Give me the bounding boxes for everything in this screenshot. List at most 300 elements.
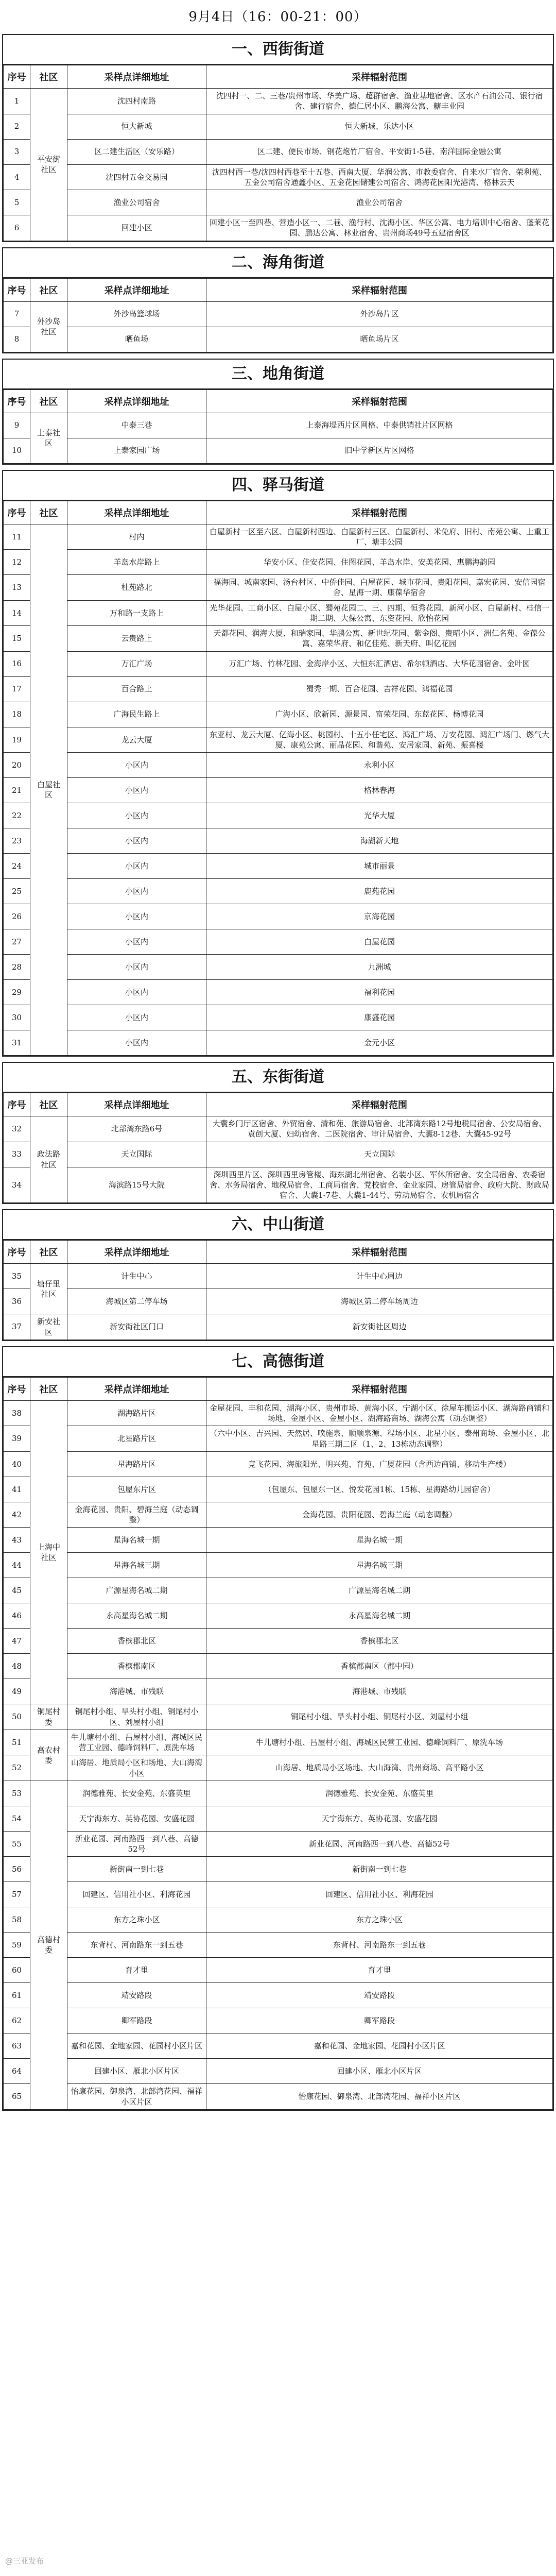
table-row <box>4 2059 553 2084</box>
range-cell: 海城区第二停车场周边 <box>206 1289 553 1314</box>
table-row <box>4 1730 553 1755</box>
location-cell: 小区内 <box>67 955 206 980</box>
row-number: 54 <box>4 1806 30 1831</box>
location-cell: 回建小区 <box>67 215 206 241</box>
row-number: 64 <box>4 2059 30 2084</box>
row-number: 12 <box>4 550 30 575</box>
location-cell: 育才里 <box>67 1958 206 1983</box>
row-number: 34 <box>4 1167 30 1203</box>
location-cell: 计生中心 <box>67 1264 206 1289</box>
location-cell: 星海路片区 <box>67 1451 206 1477</box>
range-cell: 福海园、城南家园、汤台村区、中侨佳园、白屋花园、城市花园、贵阳花园、嘉宏花园、安信园宿舍、星海一期、康葆华宿舍 <box>206 575 553 601</box>
range-cell: 光华花园、工商小区、白屋小区、蜀苑花园二、三、四期、恒秀花园、新河小区、白屋新村、桂信一期二期、大保公寓、东资花园、欣怡花园 <box>206 600 553 626</box>
row-number: 48 <box>4 1654 30 1679</box>
row-number: 27 <box>4 929 30 955</box>
row-number: 45 <box>4 1578 30 1603</box>
header-community: 社区 <box>30 389 67 413</box>
section-block <box>2 1062 554 1204</box>
watermark: @三亚发布 <box>5 2556 44 2566</box>
table-row <box>4 676 553 702</box>
range-cell: 润德雅苑、长安金苑、东盛英里 <box>206 1781 553 1806</box>
header-row <box>4 389 553 413</box>
location-cell: 新安街社区门口 <box>67 1314 206 1340</box>
row-number: 14 <box>4 600 30 626</box>
section-title: 五、东街街道 <box>3 1063 553 1093</box>
location-cell: 天立国际 <box>67 1142 206 1167</box>
header-row <box>4 501 553 524</box>
table-row <box>4 2008 553 2033</box>
table-row <box>4 651 553 676</box>
location-cell: 小区内 <box>67 879 206 904</box>
range-cell: 沈四村一、二、三巷/贵州市场、华美广场、超群宿舍、渔业基地宿舍、区水产石油公司、银行宿舍、建行宿舍、德仁居小区、鹏海公寓、糖丰业园 <box>206 89 553 114</box>
location-cell: 沈四村南路 <box>67 89 206 114</box>
range-cell: 回建小区一至四巷、营造小区一、二巷、渔行村、沈海小区、华区公寓、电力培训中心宿舍、蓬莱花园、鹏达公寓、林业宿舍、贵州商场49号五建宿舍区 <box>206 215 553 241</box>
table-row <box>4 1781 553 1806</box>
table-row <box>4 2084 553 2110</box>
header-location: 采样点详细地址 <box>67 1377 206 1400</box>
location-cell: 星海名城三期 <box>67 1553 206 1578</box>
table-row <box>4 904 553 929</box>
location-cell: 小区内 <box>67 854 206 879</box>
table-row <box>4 215 553 241</box>
table-row <box>4 89 553 114</box>
range-cell: 永利小区 <box>206 753 553 778</box>
community-cell: 政法路社区 <box>30 1116 67 1203</box>
range-cell: 广海小区、欣新园、源景园、富荣花园、东蓝花园、杨博花园 <box>206 702 553 727</box>
range-cell: 金屋花园、丰和花园、湖海小区、贵州市场、黄海小区、宁湖小区、徐屋车搬运小区、湖海路商铺和场地、金屋小区、金屋小区、湖海路商场、湖海公寓（动态调整） <box>206 1400 553 1426</box>
table-row <box>4 1314 553 1340</box>
range-cell: （六中小区、吉兴园、天然居、喷施泉、顺顺泉源、程场小区、北星小区、泰州商场、金屋小区、北星路三期二区（1、2、13栋动态调整） <box>206 1426 553 1452</box>
section-block <box>2 1346 554 2111</box>
row-number: 43 <box>4 1528 30 1553</box>
range-cell: 上泰海堤西片区网格、中泰供销社片区网格 <box>206 413 553 438</box>
range-cell: 恒大新城、乐达小区 <box>206 114 553 139</box>
range-cell: 光华大厦 <box>206 803 553 828</box>
header-range: 采样辐射范围 <box>206 278 553 301</box>
row-number: 8 <box>4 327 30 352</box>
row-number: 47 <box>4 1629 30 1654</box>
row-number: 39 <box>4 1426 30 1452</box>
location-cell: 海滨路15号大院 <box>67 1167 206 1203</box>
section-block <box>2 247 554 353</box>
location-cell: 香槟郡南区 <box>67 1654 206 1679</box>
header-row <box>4 1377 553 1400</box>
table-row <box>4 1704 553 1730</box>
table-row <box>4 879 553 904</box>
location-cell: 新业花园、河南路西一到八巷、高德52号 <box>67 1831 206 1857</box>
location-cell: 星海名城一期 <box>67 1528 206 1553</box>
row-number: 18 <box>4 702 30 727</box>
header-community: 社区 <box>30 1377 67 1400</box>
row-number: 4 <box>4 164 30 190</box>
range-cell: 永高星海名城二期 <box>206 1603 553 1629</box>
range-cell: 晒鱼场片区 <box>206 327 553 352</box>
table-row <box>4 929 553 955</box>
location-cell: 湖海路片区 <box>67 1400 206 1426</box>
table-row <box>4 828 553 854</box>
range-cell: 嘉和花园、金地家园、花园村小区片区 <box>206 2033 553 2059</box>
range-cell: 沈四村西一巷/沈四村西巷至十五巷、西南大厦、华润公寓、市教委宿舍、自来水厂宿舍、荣利苑、五金公司宿舍通鑫小区、五金花园储建公司宿舍、鸿海花园阳光港湾、格林云天 <box>206 164 553 190</box>
range-cell: 海港城、市残联 <box>206 1679 553 1704</box>
range-cell: 蜀秀一期、百合花园、吉祥花园、鸿福花园 <box>206 676 553 702</box>
row-number: 7 <box>4 301 30 327</box>
range-cell: 新业花园、河南路西一到八巷、高德52号 <box>206 1831 553 1857</box>
table-row <box>4 1907 553 1933</box>
sampling-table <box>3 278 553 352</box>
document-title: 9月4日（16：00-21：00） <box>188 9 368 25</box>
row-number: 57 <box>4 1882 30 1907</box>
table-row <box>4 550 553 575</box>
row-number: 24 <box>4 854 30 879</box>
range-cell: 广源星海名城二期 <box>206 1578 553 1603</box>
section-title: 四、驿马街道 <box>3 471 553 501</box>
row-number: 13 <box>4 575 30 601</box>
community-cell: 高德村委 <box>30 1781 67 2109</box>
row-number: 35 <box>4 1264 30 1289</box>
location-cell: 万汇广场 <box>67 651 206 676</box>
row-number: 41 <box>4 1477 30 1502</box>
range-cell: 康盛花园 <box>206 1005 553 1030</box>
sampling-table <box>3 65 553 241</box>
table-row <box>4 1400 553 1426</box>
row-number: 30 <box>4 1005 30 1030</box>
location-cell: 龙云大厦 <box>67 727 206 753</box>
location-cell: 回建区、信用社小区、利海花园 <box>67 1882 206 1907</box>
row-number: 5 <box>4 190 30 215</box>
location-cell: 晒鱼场 <box>67 327 206 352</box>
row-number: 53 <box>4 1781 30 1806</box>
row-number: 33 <box>4 1142 30 1167</box>
row-number: 31 <box>4 1030 30 1056</box>
location-cell: 润德雅苑、长安金苑、东盛英里 <box>67 1781 206 1806</box>
range-cell: 大囊乡门厅区宿舍、外贸宿舍、清和苑、旅游局宿舍、北部湾东路12号地税局宿舍、公安局宿舍、袁创大厦、妇幼宿舍、二医院宿舍、审计局宿舍、大囊8-12巷、大囊45-92号 <box>206 1116 553 1142</box>
row-number: 15 <box>4 626 30 652</box>
section-title: 七、高德街道 <box>3 1347 553 1377</box>
section-block <box>2 470 554 1057</box>
location-cell: 新街南一到七巷 <box>67 1857 206 1882</box>
location-cell: 小区内 <box>67 904 206 929</box>
table-row <box>4 164 553 190</box>
header-community: 社区 <box>30 1093 67 1116</box>
location-cell: 小区内 <box>67 1005 206 1030</box>
location-cell: 上泰家园广场 <box>67 438 206 463</box>
row-number: 20 <box>4 753 30 778</box>
community-cell: 塘仔里社区 <box>30 1264 67 1314</box>
range-cell: 天宁海东方、英协花园、安盛花园 <box>206 1806 553 1831</box>
range-cell: 九洲城 <box>206 955 553 980</box>
row-number: 21 <box>4 778 30 803</box>
row-number: 16 <box>4 651 30 676</box>
range-cell: 城市丽景 <box>206 854 553 879</box>
location-cell: 北部湾东路6号 <box>67 1116 206 1142</box>
range-cell: 计生中心周边 <box>206 1264 553 1289</box>
row-number: 25 <box>4 879 30 904</box>
header-range: 采样辐射范围 <box>206 1093 553 1116</box>
table-row <box>4 190 553 215</box>
location-cell: 小区内 <box>67 803 206 828</box>
table-row <box>4 1629 553 1654</box>
table-row <box>4 301 553 327</box>
table-row <box>4 1806 553 1831</box>
table-row <box>4 1654 553 1679</box>
table-row <box>4 854 553 879</box>
range-cell: 京海花园 <box>206 904 553 929</box>
location-cell: 小区内 <box>67 828 206 854</box>
row-number: 42 <box>4 1502 30 1528</box>
table-row <box>4 980 553 1005</box>
row-number: 19 <box>4 727 30 753</box>
range-cell: 渔业公司宿舍 <box>206 190 553 215</box>
range-cell: 金元小区 <box>206 1030 553 1056</box>
row-number: 36 <box>4 1289 30 1314</box>
location-cell: 回建小区、雁北小区片区 <box>67 2059 206 2084</box>
table-row <box>4 626 553 652</box>
table-row <box>4 1755 553 1781</box>
table-row <box>4 1983 553 2008</box>
location-cell: 东背村、河南路东一到五巷 <box>67 1933 206 1958</box>
table-row <box>4 438 553 463</box>
location-cell: 海港城、市残联 <box>67 1679 206 1704</box>
row-number: 32 <box>4 1116 30 1142</box>
range-cell: 竞飞花园、海旅阳光、明兴苑、育苑、广厦花园（含西边商铺、移动生产楼） <box>206 1451 553 1477</box>
row-number: 38 <box>4 1400 30 1426</box>
range-cell: 鹿苑花园 <box>206 879 553 904</box>
location-cell: 金海花园、贵阳、碧海兰庭（动态调整） <box>67 1502 206 1528</box>
table-row <box>4 778 553 803</box>
header-range: 采样辐射范围 <box>206 65 553 89</box>
location-cell: 区二建生活区（安乐路） <box>67 139 206 164</box>
location-cell: 沈四村五金交易园 <box>67 164 206 190</box>
table-row <box>4 955 553 980</box>
row-number: 10 <box>4 438 30 463</box>
row-number: 60 <box>4 1958 30 1983</box>
location-cell: 卿军路段 <box>67 2008 206 2033</box>
location-cell: 万和路一支路上 <box>67 600 206 626</box>
range-cell: 区二建、便民市场、钢花炮竹厂宿舍、平安街1-5巷、南洋国际金融公寓 <box>206 139 553 164</box>
location-cell: 牛儿塘村小组、吕屋村小组、海城区民营工业园、德峰饲料厂、原洗车场 <box>67 1730 206 1755</box>
sections-container <box>0 34 556 2116</box>
header-no: 序号 <box>4 278 30 301</box>
table-row <box>4 753 553 778</box>
header-location: 采样点详细地址 <box>67 65 206 89</box>
range-cell: 山海居、地质局小区场地、大山海湾、贵州商场、高平路小区 <box>206 1755 553 1781</box>
sampling-table <box>3 501 553 1056</box>
table-row <box>4 1264 553 1289</box>
table-row <box>4 1831 553 1857</box>
location-cell: 山海居、地质局小区和场地、大山海湾小区 <box>67 1755 206 1781</box>
sampling-table <box>3 1240 553 1340</box>
table-row <box>4 1933 553 1958</box>
range-cell: 白屋新村一区至六区、白屋新村西边、白屋新村三区、白屋新村、米免府、旧村、南苑公寓、上重工厂、塘丰公园 <box>206 524 553 550</box>
location-cell: 香槟郡北区 <box>67 1629 206 1654</box>
location-cell: 小区内 <box>67 753 206 778</box>
header-no: 序号 <box>4 389 30 413</box>
sampling-table <box>3 1377 553 2110</box>
location-cell: 中泰三巷 <box>67 413 206 438</box>
community-cell: 高农村委 <box>30 1730 67 1781</box>
table-row <box>4 1857 553 1882</box>
header-community: 社区 <box>30 278 67 301</box>
table-row <box>4 1167 553 1203</box>
sampling-table <box>3 1093 553 1203</box>
row-number: 40 <box>4 1451 30 1477</box>
range-cell: 格林春海 <box>206 778 553 803</box>
table-row <box>4 1578 553 1603</box>
community-cell: 上海中社区 <box>30 1400 67 1704</box>
location-cell: 包屋东片区 <box>67 1477 206 1502</box>
table-row <box>4 139 553 164</box>
range-cell: 回建小区、雁北小区片区 <box>206 2059 553 2084</box>
row-number: 26 <box>4 904 30 929</box>
table-row <box>4 1289 553 1314</box>
location-cell: 村内 <box>67 524 206 550</box>
table-row <box>4 803 553 828</box>
row-number: 37 <box>4 1314 30 1340</box>
row-number: 61 <box>4 1983 30 2008</box>
section-title: 三、地角街道 <box>3 360 553 389</box>
table-row <box>4 114 553 139</box>
range-cell: 新安街社区周边 <box>206 1314 553 1340</box>
row-number: 50 <box>4 1704 30 1730</box>
table-row <box>4 1882 553 1907</box>
row-number: 29 <box>4 980 30 1005</box>
range-cell: 华安小区、佳安花园、住图花园、羊岛水岸、安美花园、惠鹏海韵园 <box>206 550 553 575</box>
row-number: 2 <box>4 114 30 139</box>
header-row <box>4 278 553 301</box>
header-no: 序号 <box>4 65 30 89</box>
range-cell: 东亚村、龙云大厦、亿海小区、桃园村、十五小任宅区、鸿汇广场、万安花园、鸿汇广场门、燃气大厦、康苑公寓、丽晶花园、和谐苑、安居家园、新苑、振喜楼 <box>206 727 553 753</box>
row-number: 22 <box>4 803 30 828</box>
location-cell: 羊岛水岸路上 <box>67 550 206 575</box>
location-cell: 小区内 <box>67 929 206 955</box>
section-block <box>2 34 554 242</box>
row-number: 56 <box>4 1857 30 1882</box>
range-cell: 金海花园、贵阳花园、碧海兰庭（动态调整） <box>206 1502 553 1528</box>
location-cell: 永高星海名城二期 <box>67 1603 206 1629</box>
header-location: 采样点详细地址 <box>67 389 206 413</box>
range-cell: 白屋花园 <box>206 929 553 955</box>
range-cell: 牛儿塘村小组、吕屋村小组、海城区民营工业园、德峰饲料厂、原洗车场 <box>206 1730 553 1755</box>
table-row <box>4 1030 553 1056</box>
table-row <box>4 524 553 550</box>
row-number: 44 <box>4 1553 30 1578</box>
range-cell: 东背村、河南路东一到五巷 <box>206 1933 553 1958</box>
section-block <box>2 1209 554 1341</box>
row-number: 11 <box>4 524 30 550</box>
table-row <box>4 600 553 626</box>
table-row <box>4 413 553 438</box>
table-row <box>4 1679 553 1704</box>
header-range: 采样辐射范围 <box>206 501 553 524</box>
location-cell: 小区内 <box>67 980 206 1005</box>
range-cell: 万汇广场、竹林花园、金海岸小区、大恒东汇酒店、希尔顿酒店、大华花园宿舍、金叶园 <box>206 651 553 676</box>
range-cell: 深圳西里片区、深圳西里房管楼、海东湖北州宿舍、名装小区、军休所宿舍、安全局宿舍、农委宿舍、水务局宿舍、地税局宿舍、工商局宿舍、党校宿舍、金业家园、房管局宿舍、政府大院、财政局宿舍、大囊1-7巷、大囊1-44号、劳动局宿舍、农机局宿舍 <box>206 1167 553 1203</box>
table-row <box>4 1142 553 1167</box>
location-cell: 东方之珠小区 <box>67 1907 206 1933</box>
range-cell: 铜尾村小组、旱头村小组、铜尾村小区、刘屋村小组 <box>206 1704 553 1730</box>
location-cell: 嘉和花园、金地家园、花园村小区片区 <box>67 2033 206 2059</box>
location-cell: 云贵路上 <box>67 626 206 652</box>
range-cell: 天都花园、润海大厦、和瑞家园、华鹏公寓、新世纪花园、紫金阁、贵晴小区、洲仁名苑、金葆公寓、嘉荣华府、和亿佳苑、新天府、叫亿花园 <box>206 626 553 652</box>
location-cell: 恒大新城 <box>67 114 206 139</box>
community-cell: 白屋社区 <box>30 524 67 1056</box>
table-row <box>4 727 553 753</box>
table-row <box>4 1528 553 1553</box>
header-range: 采样辐射范围 <box>206 1377 553 1400</box>
table-row <box>4 1005 553 1030</box>
header-range: 采样辐射范围 <box>206 389 553 413</box>
range-cell: （包屋东、包屋东一区、悦发花园1栋、15栋、星海路幼儿园宿舍） <box>206 1477 553 1502</box>
range-cell: 育才里 <box>206 1958 553 1983</box>
location-cell: 小区内 <box>67 778 206 803</box>
community-cell: 上泰社区 <box>30 413 67 463</box>
table-row <box>4 575 553 601</box>
header-location: 采样点详细地址 <box>67 501 206 524</box>
section-block <box>2 359 554 465</box>
header-row <box>4 65 553 89</box>
location-cell: 百合路上 <box>67 676 206 702</box>
row-number: 62 <box>4 2008 30 2033</box>
location-cell: 渔业公司宿舍 <box>67 190 206 215</box>
range-cell: 海湖新天地 <box>206 828 553 854</box>
location-cell: 广源星海名城二期 <box>67 1578 206 1603</box>
section-title: 一、西街街道 <box>3 35 553 65</box>
range-cell: 天立国际 <box>206 1142 553 1167</box>
table-row <box>4 1502 553 1528</box>
row-number: 63 <box>4 2033 30 2059</box>
header-no: 序号 <box>4 501 30 524</box>
row-number: 17 <box>4 676 30 702</box>
range-cell: 旧中学新区片区网格 <box>206 438 553 463</box>
row-number: 6 <box>4 215 30 241</box>
table-row <box>4 1426 553 1452</box>
range-cell: 靖安路段 <box>206 1983 553 2008</box>
header-location: 采样点详细地址 <box>67 1093 206 1116</box>
header-no: 序号 <box>4 1377 30 1400</box>
row-number: 3 <box>4 139 30 164</box>
row-number: 52 <box>4 1755 30 1781</box>
location-cell: 广海民生路上 <box>67 702 206 727</box>
location-cell: 靖安路段 <box>67 1983 206 2008</box>
community-cell: 平安街社区 <box>30 89 67 241</box>
range-cell: 卿军路段 <box>206 2008 553 2033</box>
table-row <box>4 327 553 352</box>
header-range: 采样辐射范围 <box>206 1241 553 1264</box>
range-cell: 新街南一到七巷 <box>206 1857 553 1882</box>
sampling-table <box>3 389 553 464</box>
range-cell: 星海名城一期 <box>206 1528 553 1553</box>
header-community: 社区 <box>30 1241 67 1264</box>
location-cell: 北星路片区 <box>67 1426 206 1452</box>
table-row <box>4 1958 553 1983</box>
section-title: 二、海角街道 <box>3 248 553 278</box>
location-cell: 海城区第二停车场 <box>67 1289 206 1314</box>
location-cell: 铜尾村小组、旱头村小组、铜尾村小区、刘屋村小组 <box>67 1704 206 1730</box>
header-community: 社区 <box>30 501 67 524</box>
table-row <box>4 2033 553 2059</box>
header-no: 序号 <box>4 1093 30 1116</box>
row-number: 51 <box>4 1730 30 1755</box>
table-row <box>4 1477 553 1502</box>
range-cell: 香槟郡南区（郡中园） <box>206 1654 553 1679</box>
range-cell: 东方之珠小区 <box>206 1907 553 1933</box>
header-no: 序号 <box>4 1241 30 1264</box>
range-cell: 外沙岛片区 <box>206 301 553 327</box>
community-cell: 外沙岛社区 <box>30 301 67 352</box>
table-row <box>4 1603 553 1629</box>
row-number: 1 <box>4 89 30 114</box>
location-cell: 小区内 <box>67 1030 206 1056</box>
